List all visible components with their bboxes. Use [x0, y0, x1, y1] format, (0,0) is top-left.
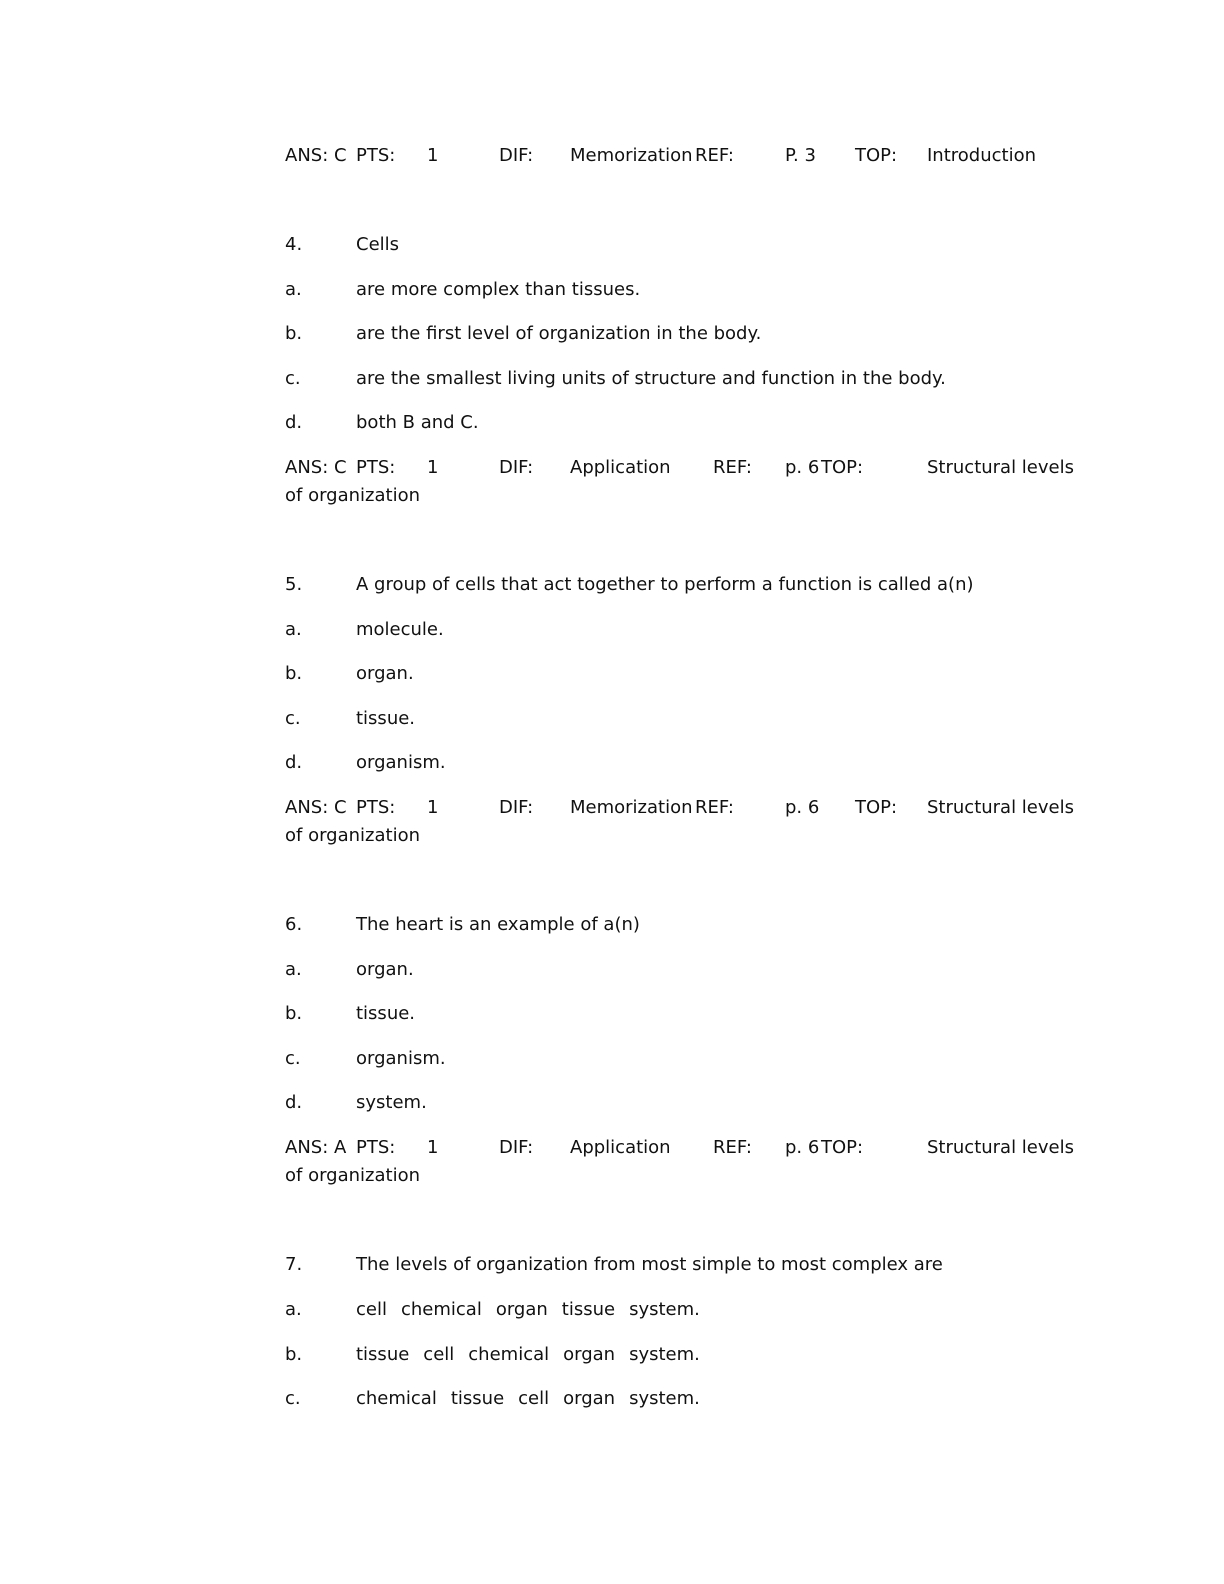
reference-value: p. 6	[785, 1137, 820, 1158]
reference-value: p. 6	[785, 457, 820, 478]
points-value: 1	[427, 145, 439, 166]
difficulty-value: Memorization	[570, 145, 693, 166]
answer-key-row	[285, 457, 1085, 517]
option-word: cell	[518, 1388, 550, 1409]
option-word: system.	[629, 1299, 700, 1320]
option-word: tissue	[561, 1299, 616, 1320]
option-word: chemical	[356, 1388, 437, 1409]
difficulty-value: Application	[570, 1137, 671, 1158]
option-text	[356, 1388, 714, 1410]
question-text: Cells	[356, 234, 400, 255]
option-letter: b.	[285, 663, 303, 684]
topic-continuation: of organization	[285, 1165, 420, 1186]
question-number: 7.	[285, 1254, 303, 1275]
option-text: tissue.	[356, 1003, 416, 1024]
option-letter: b.	[285, 1003, 303, 1024]
topic-label: TOP:	[821, 1137, 864, 1158]
topic-label: TOP:	[855, 145, 898, 166]
points-label: PTS:	[356, 797, 396, 818]
option-letter: a.	[285, 1299, 302, 1320]
option-text: tissue.	[356, 708, 416, 729]
option-text: both B and C.	[356, 412, 479, 433]
option-word: chemical	[400, 1299, 482, 1320]
topic-value: Structural levels	[927, 457, 1074, 478]
points-value: 1	[427, 797, 439, 818]
difficulty-value: Application	[570, 457, 671, 478]
option-word: cell	[423, 1344, 455, 1365]
answer-key-row	[285, 1137, 1085, 1197]
topic-value: Introduction	[927, 145, 1037, 166]
option-word: tissue	[450, 1388, 505, 1409]
question-text: A group of cells that act together to perform a function is called a(n)	[356, 574, 974, 595]
question-text: The heart is an example of a(n)	[356, 914, 640, 935]
topic-continuation: of organization	[285, 485, 420, 506]
option-word: organ	[563, 1388, 616, 1409]
difficulty-label: DIF:	[499, 457, 534, 478]
option-text: system.	[356, 1092, 427, 1113]
option-text: organism.	[356, 1048, 446, 1069]
option-text: are the first level of organization in the body.	[356, 323, 762, 344]
reference-value: p. 6	[785, 797, 820, 818]
option-letter: b.	[285, 323, 303, 344]
question-number: 5.	[285, 574, 303, 595]
option-word: organ	[495, 1299, 548, 1320]
option-letter: c.	[285, 1388, 301, 1409]
points-label: PTS:	[356, 457, 396, 478]
difficulty-label: DIF:	[499, 797, 534, 818]
reference-value: P. 3	[785, 145, 816, 166]
answer-key-row	[285, 797, 1085, 857]
option-text: are the smallest living units of structure and function in the body.	[356, 368, 946, 389]
option-word: organ	[563, 1344, 616, 1365]
answer-label: ANS: C	[285, 457, 347, 478]
points-label: PTS:	[356, 145, 396, 166]
question-number: 4.	[285, 234, 303, 255]
difficulty-label: DIF:	[499, 1137, 534, 1158]
points-value: 1	[427, 457, 439, 478]
answer-label: ANS: C	[285, 145, 347, 166]
option-letter: a.	[285, 959, 302, 980]
option-word: tissue	[356, 1344, 410, 1365]
option-text	[356, 1299, 714, 1321]
reference-label: REF:	[695, 145, 734, 166]
answer-label: ANS: C	[285, 797, 347, 818]
option-word: system.	[629, 1344, 700, 1365]
option-letter: d.	[285, 752, 303, 773]
option-letter: d.	[285, 1092, 303, 1113]
document-page	[285, 0, 1085, 1584]
option-word: chemical	[468, 1344, 550, 1365]
topic-value: Structural levels	[927, 1137, 1074, 1158]
option-letter: c.	[285, 1048, 301, 1069]
option-word: cell	[356, 1299, 387, 1320]
topic-continuation: of organization	[285, 825, 420, 846]
option-text: are more complex than tissues.	[356, 279, 641, 300]
option-letter: c.	[285, 368, 301, 389]
option-text: organism.	[356, 752, 446, 773]
difficulty-label: DIF:	[499, 145, 534, 166]
option-word: system.	[629, 1388, 700, 1409]
question-number: 6.	[285, 914, 303, 935]
option-text: organ.	[356, 959, 414, 980]
answer-label: ANS: A	[285, 1137, 347, 1158]
option-letter: a.	[285, 279, 302, 300]
topic-label: TOP:	[855, 797, 898, 818]
option-text: organ.	[356, 663, 414, 684]
option-text: molecule.	[356, 619, 444, 640]
reference-label: REF:	[713, 1137, 752, 1158]
question-text: The levels of organization from most simple to most complex are	[356, 1254, 943, 1275]
option-letter: c.	[285, 708, 301, 729]
topic-value: Structural levels	[927, 797, 1074, 818]
option-letter: b.	[285, 1344, 303, 1365]
points-label: PTS:	[356, 1137, 396, 1158]
topic-label: TOP:	[821, 457, 864, 478]
points-value: 1	[427, 1137, 439, 1158]
option-letter: a.	[285, 619, 302, 640]
reference-label: REF:	[713, 457, 752, 478]
option-text	[356, 1344, 714, 1366]
difficulty-value: Memorization	[570, 797, 693, 818]
reference-label: REF:	[695, 797, 734, 818]
answer-key-row	[285, 145, 1085, 205]
option-letter: d.	[285, 412, 303, 433]
